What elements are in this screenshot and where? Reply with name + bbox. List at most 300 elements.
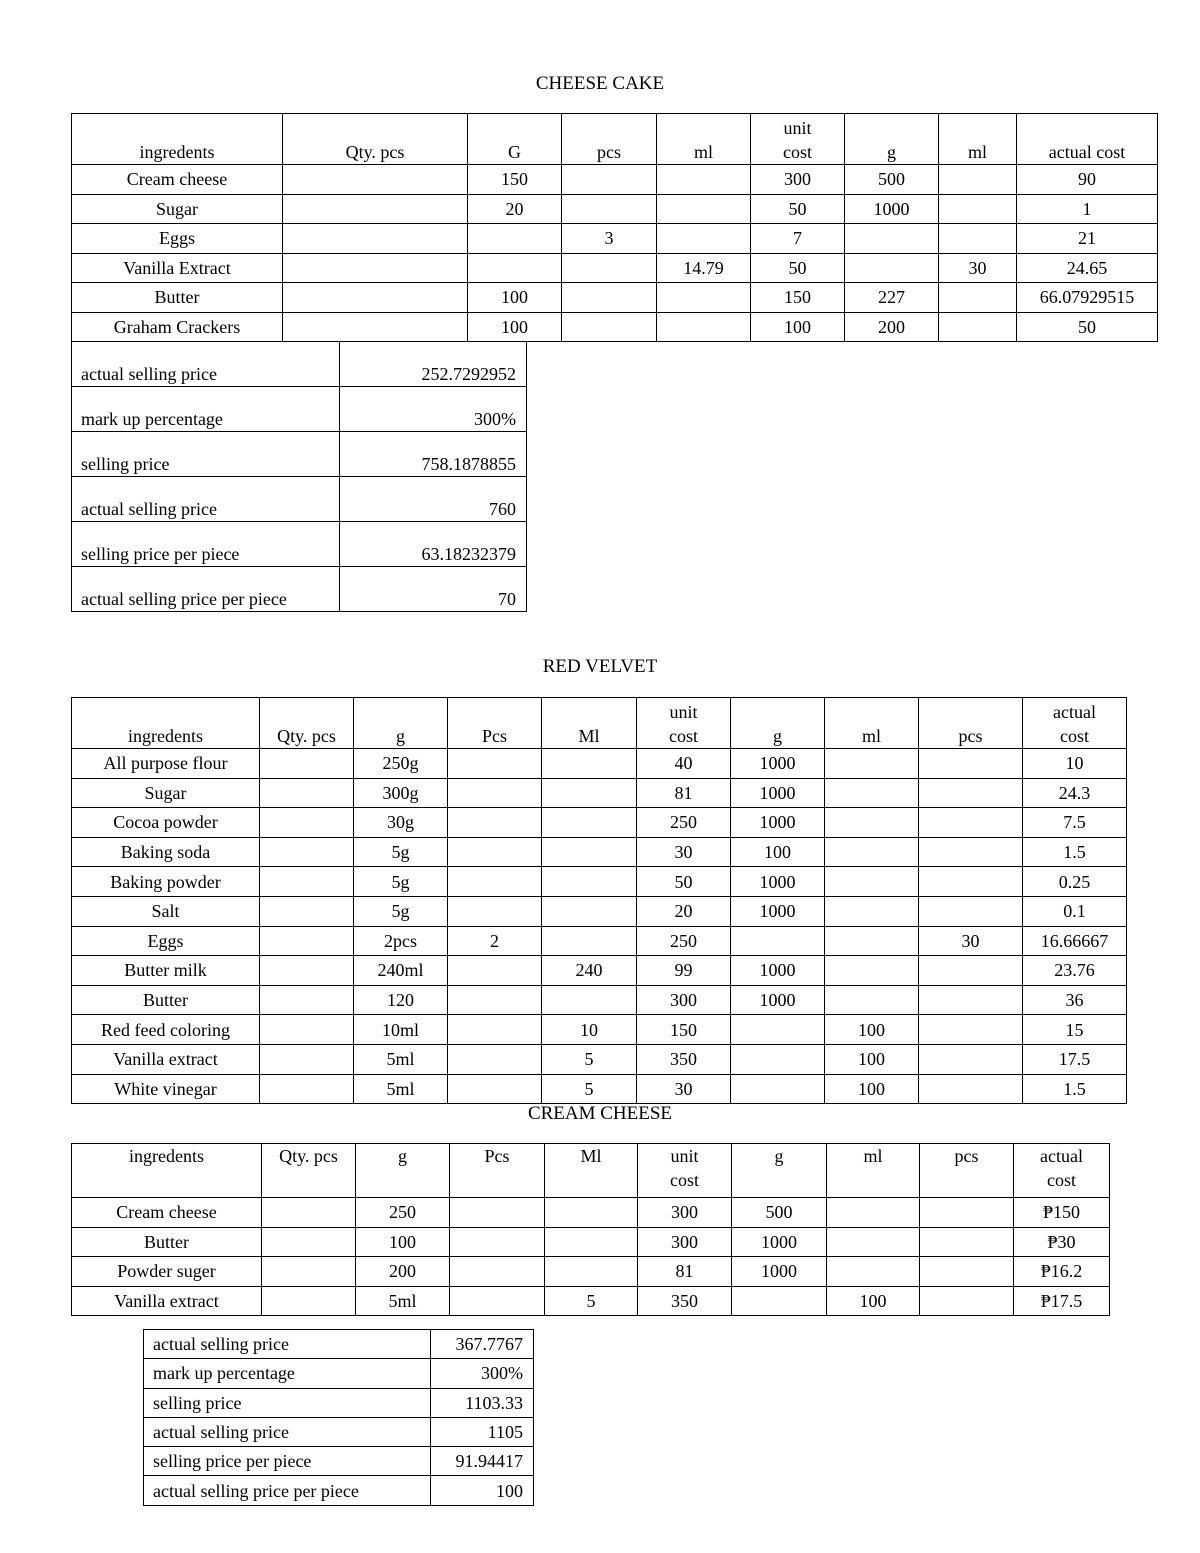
table-cell: 10	[542, 1015, 637, 1045]
table-cell	[845, 224, 939, 254]
table-cell: 100	[468, 312, 562, 342]
table-cell	[283, 194, 468, 224]
table-cell	[448, 1074, 542, 1104]
summary-label: actual selling price per piece	[72, 567, 340, 612]
summary-value: 70	[340, 567, 527, 612]
ingredient-name-cell: Graham Crackers	[72, 312, 283, 342]
summary-label: selling price per piece	[144, 1447, 431, 1476]
table-cell: 50	[751, 194, 845, 224]
table-row	[72, 312, 1158, 342]
header-cell: pcs	[920, 1144, 1014, 1198]
table-cell: 350	[638, 1286, 732, 1316]
table-cell: 40	[637, 749, 731, 779]
header-cell: Ml	[542, 698, 637, 749]
header-cell: unit cost	[638, 1144, 732, 1198]
table-cell	[262, 1198, 356, 1228]
cheese-cake-ingredients-table	[71, 113, 1158, 342]
table-cell: 300	[638, 1198, 732, 1228]
cream-cheese-summary-table	[143, 1329, 534, 1506]
ingredient-name-cell: Cocoa powder	[72, 808, 260, 838]
table-cell	[468, 253, 562, 283]
header-cell: Ml	[545, 1144, 638, 1198]
table-cell	[919, 867, 1023, 897]
ingredient-name-cell: White vinegar	[72, 1074, 260, 1104]
table-cell	[262, 1286, 356, 1316]
table-header-row	[72, 114, 1158, 165]
table-cell	[657, 165, 751, 195]
ingredient-name-cell: Cream cheese	[72, 1198, 262, 1228]
table-cell	[448, 749, 542, 779]
red-velvet-title: RED VELVET	[542, 656, 658, 677]
table-cell	[448, 1015, 542, 1045]
table-cell: 150	[637, 1015, 731, 1045]
table-cell	[919, 837, 1023, 867]
table-header-row	[72, 698, 1127, 749]
summary-row	[72, 567, 527, 612]
table-row	[72, 1074, 1127, 1104]
summary-label: mark up percentage	[144, 1359, 431, 1388]
table-cell: 250	[637, 808, 731, 838]
table-cell: 1000	[731, 985, 825, 1015]
table-cell: 99	[637, 956, 731, 986]
table-cell: 16.66667	[1023, 926, 1127, 956]
table-cell	[825, 837, 919, 867]
table-cell	[542, 837, 637, 867]
table-cell: 240	[542, 956, 637, 986]
table-cell	[825, 985, 919, 1015]
header-cell: ingredents	[72, 1144, 262, 1198]
table-cell: 300g	[354, 778, 448, 808]
table-cell	[545, 1227, 638, 1257]
table-cell	[562, 194, 657, 224]
table-cell	[825, 896, 919, 926]
table-cell: 3	[562, 224, 657, 254]
table-row	[72, 867, 1127, 897]
table-cell: 100	[825, 1044, 919, 1074]
table-cell: 1000	[732, 1227, 827, 1257]
summary-label: selling price per piece	[72, 522, 340, 567]
summary-row	[72, 522, 527, 567]
table-cell	[283, 312, 468, 342]
header-cell: unit cost	[751, 114, 845, 165]
ingredient-name-cell: Cream cheese	[72, 165, 283, 195]
table-cell	[542, 896, 637, 926]
table-row	[72, 808, 1127, 838]
table-cell	[657, 224, 751, 254]
summary-value: 1103.33	[431, 1388, 534, 1417]
table-cell: 250	[637, 926, 731, 956]
table-cell: 1000	[731, 778, 825, 808]
table-cell	[448, 896, 542, 926]
table-cell: 1.5	[1023, 837, 1127, 867]
table-cell: 5	[545, 1286, 638, 1316]
table-cell: 500	[845, 165, 939, 195]
table-cell	[919, 896, 1023, 926]
table-cell: 90	[1017, 165, 1158, 195]
table-cell	[825, 778, 919, 808]
ingredient-name-cell: Vanilla extract	[72, 1286, 262, 1316]
table-cell: 1000	[731, 867, 825, 897]
ingredient-name-cell: Eggs	[72, 224, 283, 254]
header-cell: Pcs	[448, 698, 542, 749]
cheese-cake-summary-table	[71, 341, 527, 612]
table-cell: 1000	[731, 956, 825, 986]
table-cell: 20	[468, 194, 562, 224]
header-cell: pcs	[562, 114, 657, 165]
table-row	[72, 926, 1127, 956]
summary-row	[144, 1330, 534, 1359]
table-cell: 1.5	[1023, 1074, 1127, 1104]
summary-row	[144, 1388, 534, 1417]
red-velvet-ingredients-table	[71, 697, 1127, 1104]
table-cell: 100	[827, 1286, 920, 1316]
table-cell: 200	[356, 1257, 450, 1287]
table-cell: 14.79	[657, 253, 751, 283]
table-cell	[260, 1074, 354, 1104]
table-row	[72, 1286, 1110, 1316]
table-cell	[448, 985, 542, 1015]
table-cell: 300	[637, 985, 731, 1015]
table-cell: 66.07929515	[1017, 283, 1158, 313]
summary-label: actual selling price	[72, 477, 340, 522]
header-cell: Pcs	[450, 1144, 545, 1198]
table-cell: 23.76	[1023, 956, 1127, 986]
table-cell: 100	[731, 837, 825, 867]
summary-row	[72, 432, 527, 477]
ingredient-name-cell: All purpose flour	[72, 749, 260, 779]
table-cell	[657, 194, 751, 224]
table-cell	[919, 778, 1023, 808]
header-cell: ingredents	[72, 114, 283, 165]
table-cell	[825, 749, 919, 779]
table-cell	[731, 1015, 825, 1045]
table-cell	[450, 1198, 545, 1228]
table-cell	[732, 1286, 827, 1316]
table-cell: 0.25	[1023, 867, 1127, 897]
table-cell: 15	[1023, 1015, 1127, 1045]
table-cell	[448, 808, 542, 838]
table-row	[72, 1257, 1110, 1287]
table-row	[72, 837, 1127, 867]
header-cell: pcs	[919, 698, 1023, 749]
summary-label: selling price	[72, 432, 340, 477]
table-cell: 240ml	[354, 956, 448, 986]
table-cell	[283, 224, 468, 254]
table-cell	[542, 985, 637, 1015]
table-row	[72, 165, 1158, 195]
summary-value: 758.1878855	[340, 432, 527, 477]
table-cell	[260, 749, 354, 779]
table-cell	[260, 808, 354, 838]
table-cell	[845, 253, 939, 283]
table-cell	[262, 1257, 356, 1287]
ingredient-name-cell: Eggs	[72, 926, 260, 956]
table-cell: 150	[468, 165, 562, 195]
table-cell: 5	[542, 1044, 637, 1074]
header-cell: g	[731, 698, 825, 749]
table-cell	[450, 1257, 545, 1287]
table-cell	[825, 867, 919, 897]
table-cell: 24.3	[1023, 778, 1127, 808]
header-cell: ingredents	[72, 698, 260, 749]
table-cell	[919, 985, 1023, 1015]
table-row	[72, 1015, 1127, 1045]
table-cell	[260, 867, 354, 897]
table-cell	[450, 1227, 545, 1257]
summary-row	[144, 1476, 534, 1505]
summary-value: 760	[340, 477, 527, 522]
summary-label: actual selling price	[72, 342, 340, 387]
summary-value: 367.7767	[431, 1330, 534, 1359]
table-cell	[919, 1044, 1023, 1074]
table-cell: 100	[356, 1227, 450, 1257]
table-cell	[542, 808, 637, 838]
table-cell	[827, 1257, 920, 1287]
table-cell	[939, 312, 1017, 342]
table-cell: 250	[356, 1198, 450, 1228]
table-cell	[919, 808, 1023, 838]
table-cell: 1000	[731, 808, 825, 838]
table-cell: 20	[637, 896, 731, 926]
ingredient-name-cell: Salt	[72, 896, 260, 926]
table-cell: 2pcs	[354, 926, 448, 956]
table-cell	[939, 194, 1017, 224]
ingredient-name-cell: Butter	[72, 985, 260, 1015]
table-cell	[939, 165, 1017, 195]
table-cell: 500	[732, 1198, 827, 1228]
summary-value: 63.18232379	[340, 522, 527, 567]
table-row	[72, 1227, 1110, 1257]
table-cell: 1000	[731, 896, 825, 926]
table-cell	[260, 896, 354, 926]
summary-value: 1105	[431, 1417, 534, 1446]
ingredient-name-cell: Butter	[72, 1227, 262, 1257]
table-cell	[448, 956, 542, 986]
table-cell: 81	[637, 778, 731, 808]
ingredient-name-cell: Vanilla extract	[72, 1044, 260, 1074]
table-cell: 81	[638, 1257, 732, 1287]
table-cell: 30	[637, 1074, 731, 1104]
table-cell	[657, 312, 751, 342]
table-cell	[262, 1227, 356, 1257]
table-cell: 100	[825, 1074, 919, 1104]
summary-label: actual selling price	[144, 1417, 431, 1446]
header-cell: g	[845, 114, 939, 165]
summary-value: 300%	[431, 1359, 534, 1388]
header-cell: actual cost	[1023, 698, 1127, 749]
table-cell: ₱17.5	[1014, 1286, 1110, 1316]
ingredient-name-cell: Butter	[72, 283, 283, 313]
table-cell: 300	[751, 165, 845, 195]
summary-row	[72, 342, 527, 387]
table-cell	[283, 283, 468, 313]
ingredient-name-cell: Baking soda	[72, 837, 260, 867]
table-cell	[731, 1044, 825, 1074]
summary-row	[72, 387, 527, 432]
table-cell: ₱16.2	[1014, 1257, 1110, 1287]
table-cell	[260, 778, 354, 808]
summary-label: selling price	[144, 1388, 431, 1417]
table-cell: 5	[542, 1074, 637, 1104]
table-cell	[260, 956, 354, 986]
table-cell: 36	[1023, 985, 1127, 1015]
table-row	[72, 985, 1127, 1015]
table-cell: 30	[939, 253, 1017, 283]
table-cell: 300	[638, 1227, 732, 1257]
table-row	[72, 1198, 1110, 1228]
table-cell	[920, 1257, 1014, 1287]
table-cell: 1000	[732, 1257, 827, 1287]
summary-value: 91.94417	[431, 1447, 534, 1476]
table-cell: 30	[637, 837, 731, 867]
table-cell	[562, 312, 657, 342]
table-cell	[919, 749, 1023, 779]
table-cell	[562, 165, 657, 195]
table-cell	[468, 224, 562, 254]
header-cell: Qty. pcs	[283, 114, 468, 165]
summary-value: 252.7292952	[340, 342, 527, 387]
table-cell	[260, 926, 354, 956]
table-cell: 5ml	[354, 1074, 448, 1104]
table-cell: 7.5	[1023, 808, 1127, 838]
table-cell	[448, 837, 542, 867]
header-cell: Qty. pcs	[260, 698, 354, 749]
table-cell	[562, 283, 657, 313]
table-cell: 10	[1023, 749, 1127, 779]
table-cell	[545, 1198, 638, 1228]
table-cell	[920, 1198, 1014, 1228]
table-cell	[919, 1015, 1023, 1045]
table-cell	[545, 1257, 638, 1287]
table-row	[72, 778, 1127, 808]
table-cell: 50	[751, 253, 845, 283]
table-cell	[542, 749, 637, 779]
table-row	[72, 253, 1158, 283]
table-cell: 5g	[354, 867, 448, 897]
table-cell	[827, 1198, 920, 1228]
table-cell	[939, 224, 1017, 254]
table-row	[72, 896, 1127, 926]
header-cell: ml	[827, 1144, 920, 1198]
summary-value: 300%	[340, 387, 527, 432]
summary-label: actual selling price	[144, 1330, 431, 1359]
table-cell: 5ml	[356, 1286, 450, 1316]
table-cell: ₱30	[1014, 1227, 1110, 1257]
table-cell	[731, 1074, 825, 1104]
table-row	[72, 283, 1158, 313]
table-cell	[657, 283, 751, 313]
ingredient-name-cell: Sugar	[72, 194, 283, 224]
table-cell: 1000	[731, 749, 825, 779]
table-cell	[542, 867, 637, 897]
table-cell	[919, 1074, 1023, 1104]
table-cell: 120	[354, 985, 448, 1015]
table-cell	[827, 1227, 920, 1257]
summary-row	[144, 1447, 534, 1476]
header-cell: actual cost	[1017, 114, 1158, 165]
table-cell	[448, 867, 542, 897]
header-cell: ml	[657, 114, 751, 165]
header-cell: unit cost	[637, 698, 731, 749]
header-cell: G	[468, 114, 562, 165]
header-cell: Qty. pcs	[262, 1144, 356, 1198]
table-cell	[260, 837, 354, 867]
header-cell: actual cost	[1014, 1144, 1110, 1198]
cream-cheese-ingredients-table	[71, 1143, 1110, 1316]
table-cell: 50	[637, 867, 731, 897]
table-cell: 17.5	[1023, 1044, 1127, 1074]
header-cell: g	[354, 698, 448, 749]
table-cell	[283, 165, 468, 195]
ingredient-name-cell: Butter milk	[72, 956, 260, 986]
table-cell	[260, 1044, 354, 1074]
table-cell: 30	[919, 926, 1023, 956]
cheese-cake-title: CHEESE CAKE	[535, 73, 665, 94]
table-cell: 21	[1017, 224, 1158, 254]
table-cell: 50	[1017, 312, 1158, 342]
table-cell: 0.1	[1023, 896, 1127, 926]
table-cell	[260, 1015, 354, 1045]
table-cell: 30g	[354, 808, 448, 838]
table-cell	[260, 985, 354, 1015]
table-row	[72, 1044, 1127, 1074]
summary-label: mark up percentage	[72, 387, 340, 432]
table-cell: 5g	[354, 837, 448, 867]
table-cell: 100	[468, 283, 562, 313]
table-cell	[920, 1227, 1014, 1257]
table-cell	[939, 283, 1017, 313]
table-cell: 10ml	[354, 1015, 448, 1045]
table-cell	[448, 1044, 542, 1074]
table-cell	[448, 778, 542, 808]
summary-row	[144, 1359, 534, 1388]
summary-row	[144, 1417, 534, 1446]
ingredient-name-cell: Red feed coloring	[72, 1015, 260, 1045]
ingredient-name-cell: Baking powder	[72, 867, 260, 897]
table-cell: 350	[637, 1044, 731, 1074]
table-cell	[542, 926, 637, 956]
table-cell: 200	[845, 312, 939, 342]
ingredient-name-cell: Sugar	[72, 778, 260, 808]
table-cell: 227	[845, 283, 939, 313]
table-cell: 5ml	[354, 1044, 448, 1074]
table-cell: 2	[448, 926, 542, 956]
table-cell	[283, 253, 468, 283]
table-cell	[919, 956, 1023, 986]
table-cell	[825, 956, 919, 986]
header-cell: g	[732, 1144, 827, 1198]
table-row	[72, 194, 1158, 224]
table-cell: 100	[751, 312, 845, 342]
table-cell	[920, 1286, 1014, 1316]
table-cell	[731, 926, 825, 956]
ingredient-name-cell: Powder suger	[72, 1257, 262, 1287]
table-cell: 1000	[845, 194, 939, 224]
table-cell: 5g	[354, 896, 448, 926]
cream-cheese-title: CREAM CHEESE	[527, 1103, 673, 1124]
table-cell: 7	[751, 224, 845, 254]
summary-row	[72, 477, 527, 522]
table-cell: 150	[751, 283, 845, 313]
header-cell: ml	[825, 698, 919, 749]
summary-value: 100	[431, 1476, 534, 1505]
table-cell: 100	[825, 1015, 919, 1045]
table-cell	[562, 253, 657, 283]
table-cell	[825, 808, 919, 838]
table-row	[72, 956, 1127, 986]
table-cell: 1	[1017, 194, 1158, 224]
summary-label: actual selling price per piece	[144, 1476, 431, 1505]
